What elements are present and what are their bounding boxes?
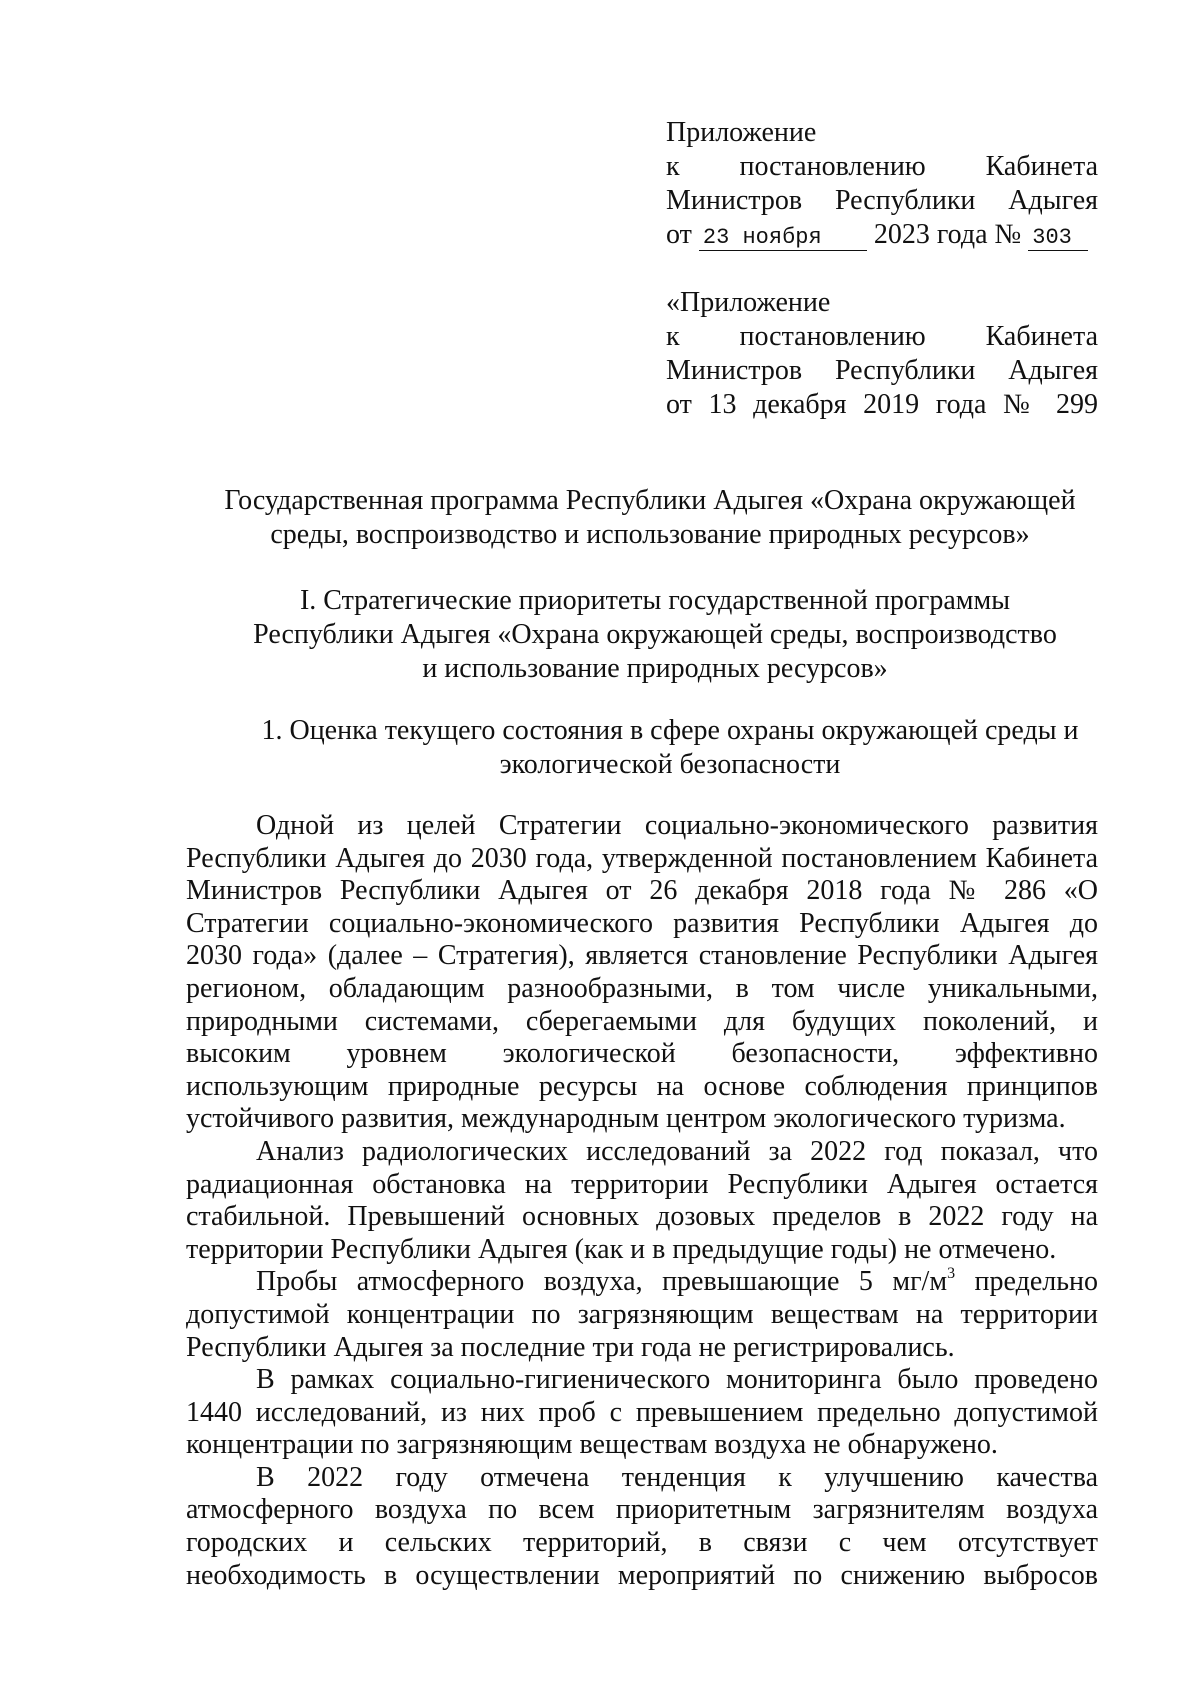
text-line: Министров Республики Адыгея от 26 декабря 2018 года № 286 «О	[186, 875, 1098, 907]
body-text	[186, 810, 1098, 1592]
text-line: допустимой концентрации по загрязняющим веществам на территории	[186, 1298, 1098, 1330]
text-line: регионом, обладающим разнообразными, в том числе уникальными,	[186, 972, 1098, 1004]
superscript: 3	[947, 1266, 956, 1283]
appendix-new-line2: к постановлению Кабинета	[666, 151, 1098, 182]
appendix-old-block	[666, 286, 1098, 422]
text-line: высоким уровнем экологической безопасности, эффективно	[186, 1038, 1098, 1070]
section-title: I. Стратегические приоритеты государственной программы Республики Адыгея «Охрана окружающей среды, воспроизводство и использование природных ресурсов»	[253, 585, 1057, 684]
appendix-old-line2: к постановлению Кабинета	[666, 321, 1098, 352]
appendix-new-date-line: от 23 ноября 2023 года № 303	[666, 218, 1098, 252]
text-line: 2030 года» (далее – Стратегия), является становление Республики Адыгея	[186, 940, 1098, 972]
date-fill-field: 23 ноября	[699, 226, 867, 251]
text-line: В рамках социально-гигиенического мониторинга было проведено	[256, 1364, 1098, 1396]
text-line: Республики Адыгея до 2030 года, утвержденной постановлением Кабинета	[186, 842, 1098, 874]
text-line: природными системами, сберегаемыми для будущих поколений, и	[186, 1005, 1098, 1037]
appendix-new-block	[666, 116, 1098, 252]
text-line: Республики Адыгея за последние три года не регистрировались.	[186, 1331, 955, 1363]
appendix-old-title: «Приложение	[666, 287, 831, 318]
program-title: Государственная программа Республики Адыгея «Охрана окружающей среды, воспроизводство и использование природных ресурсов»	[224, 485, 1076, 550]
text-line: использующим природные ресурсы на основе соблюдения принципов	[186, 1070, 1098, 1102]
text-line: городских и сельских территорий, в связи с чем отсутствует	[186, 1527, 1098, 1559]
text-line: стабильной. Превышений основных дозовых пределов в 2022 году на	[186, 1201, 1098, 1233]
text-line: устойчивого развития, международным центром экологического туризма.	[186, 1103, 1066, 1135]
appendix-new-line3: Министров Республики Адыгея	[666, 185, 1098, 216]
text-line: радиационная обстановка на территории Республики Адыгея остается	[186, 1168, 1098, 1200]
text-line: атмосферного воздуха по всем приоритетным загрязнителям воздуха	[186, 1494, 1098, 1526]
text-line: территории Республики Адыгея (как и в предыдущие годы) не отмечено.	[186, 1233, 1057, 1265]
appendix-old-line4: от 13 декабря 2019 года № 299	[666, 389, 1099, 420]
number-fill-field: 303	[1028, 226, 1088, 251]
text-line: В 2022 году отмечена тенденция к улучшению качества	[256, 1461, 1098, 1493]
text-line: Анализ радиологических исследований за 2022 год показал, что	[256, 1135, 1098, 1167]
appendix-new-title: Приложение	[666, 117, 817, 148]
text-line: необходимость в осуществлении мероприятий по снижению выбросов	[186, 1559, 1098, 1591]
text-line: концентрации по загрязняющим веществам воздуха не обнаружено.	[186, 1429, 998, 1461]
text-line-with-superscript: Пробы атмосферного воздуха, превышающие 5 $мг/м^3$ предельно	[256, 1266, 1098, 1298]
text-line: 1440 исследований, из них проб с превышением предельно допустимой	[186, 1396, 1098, 1428]
text-line: Одной из целей Стратегии социально-экономического развития	[256, 810, 1098, 841]
text-line: Стратегии социально-экономического развития Республики Адыгея до	[186, 907, 1098, 939]
appendix-old-line3: Министров Республики Адыгея	[666, 355, 1098, 386]
subsection-title: 1. Оценка текущего состояния в сфере охраны окружающей среды и экологической безопасности	[261, 715, 1079, 780]
